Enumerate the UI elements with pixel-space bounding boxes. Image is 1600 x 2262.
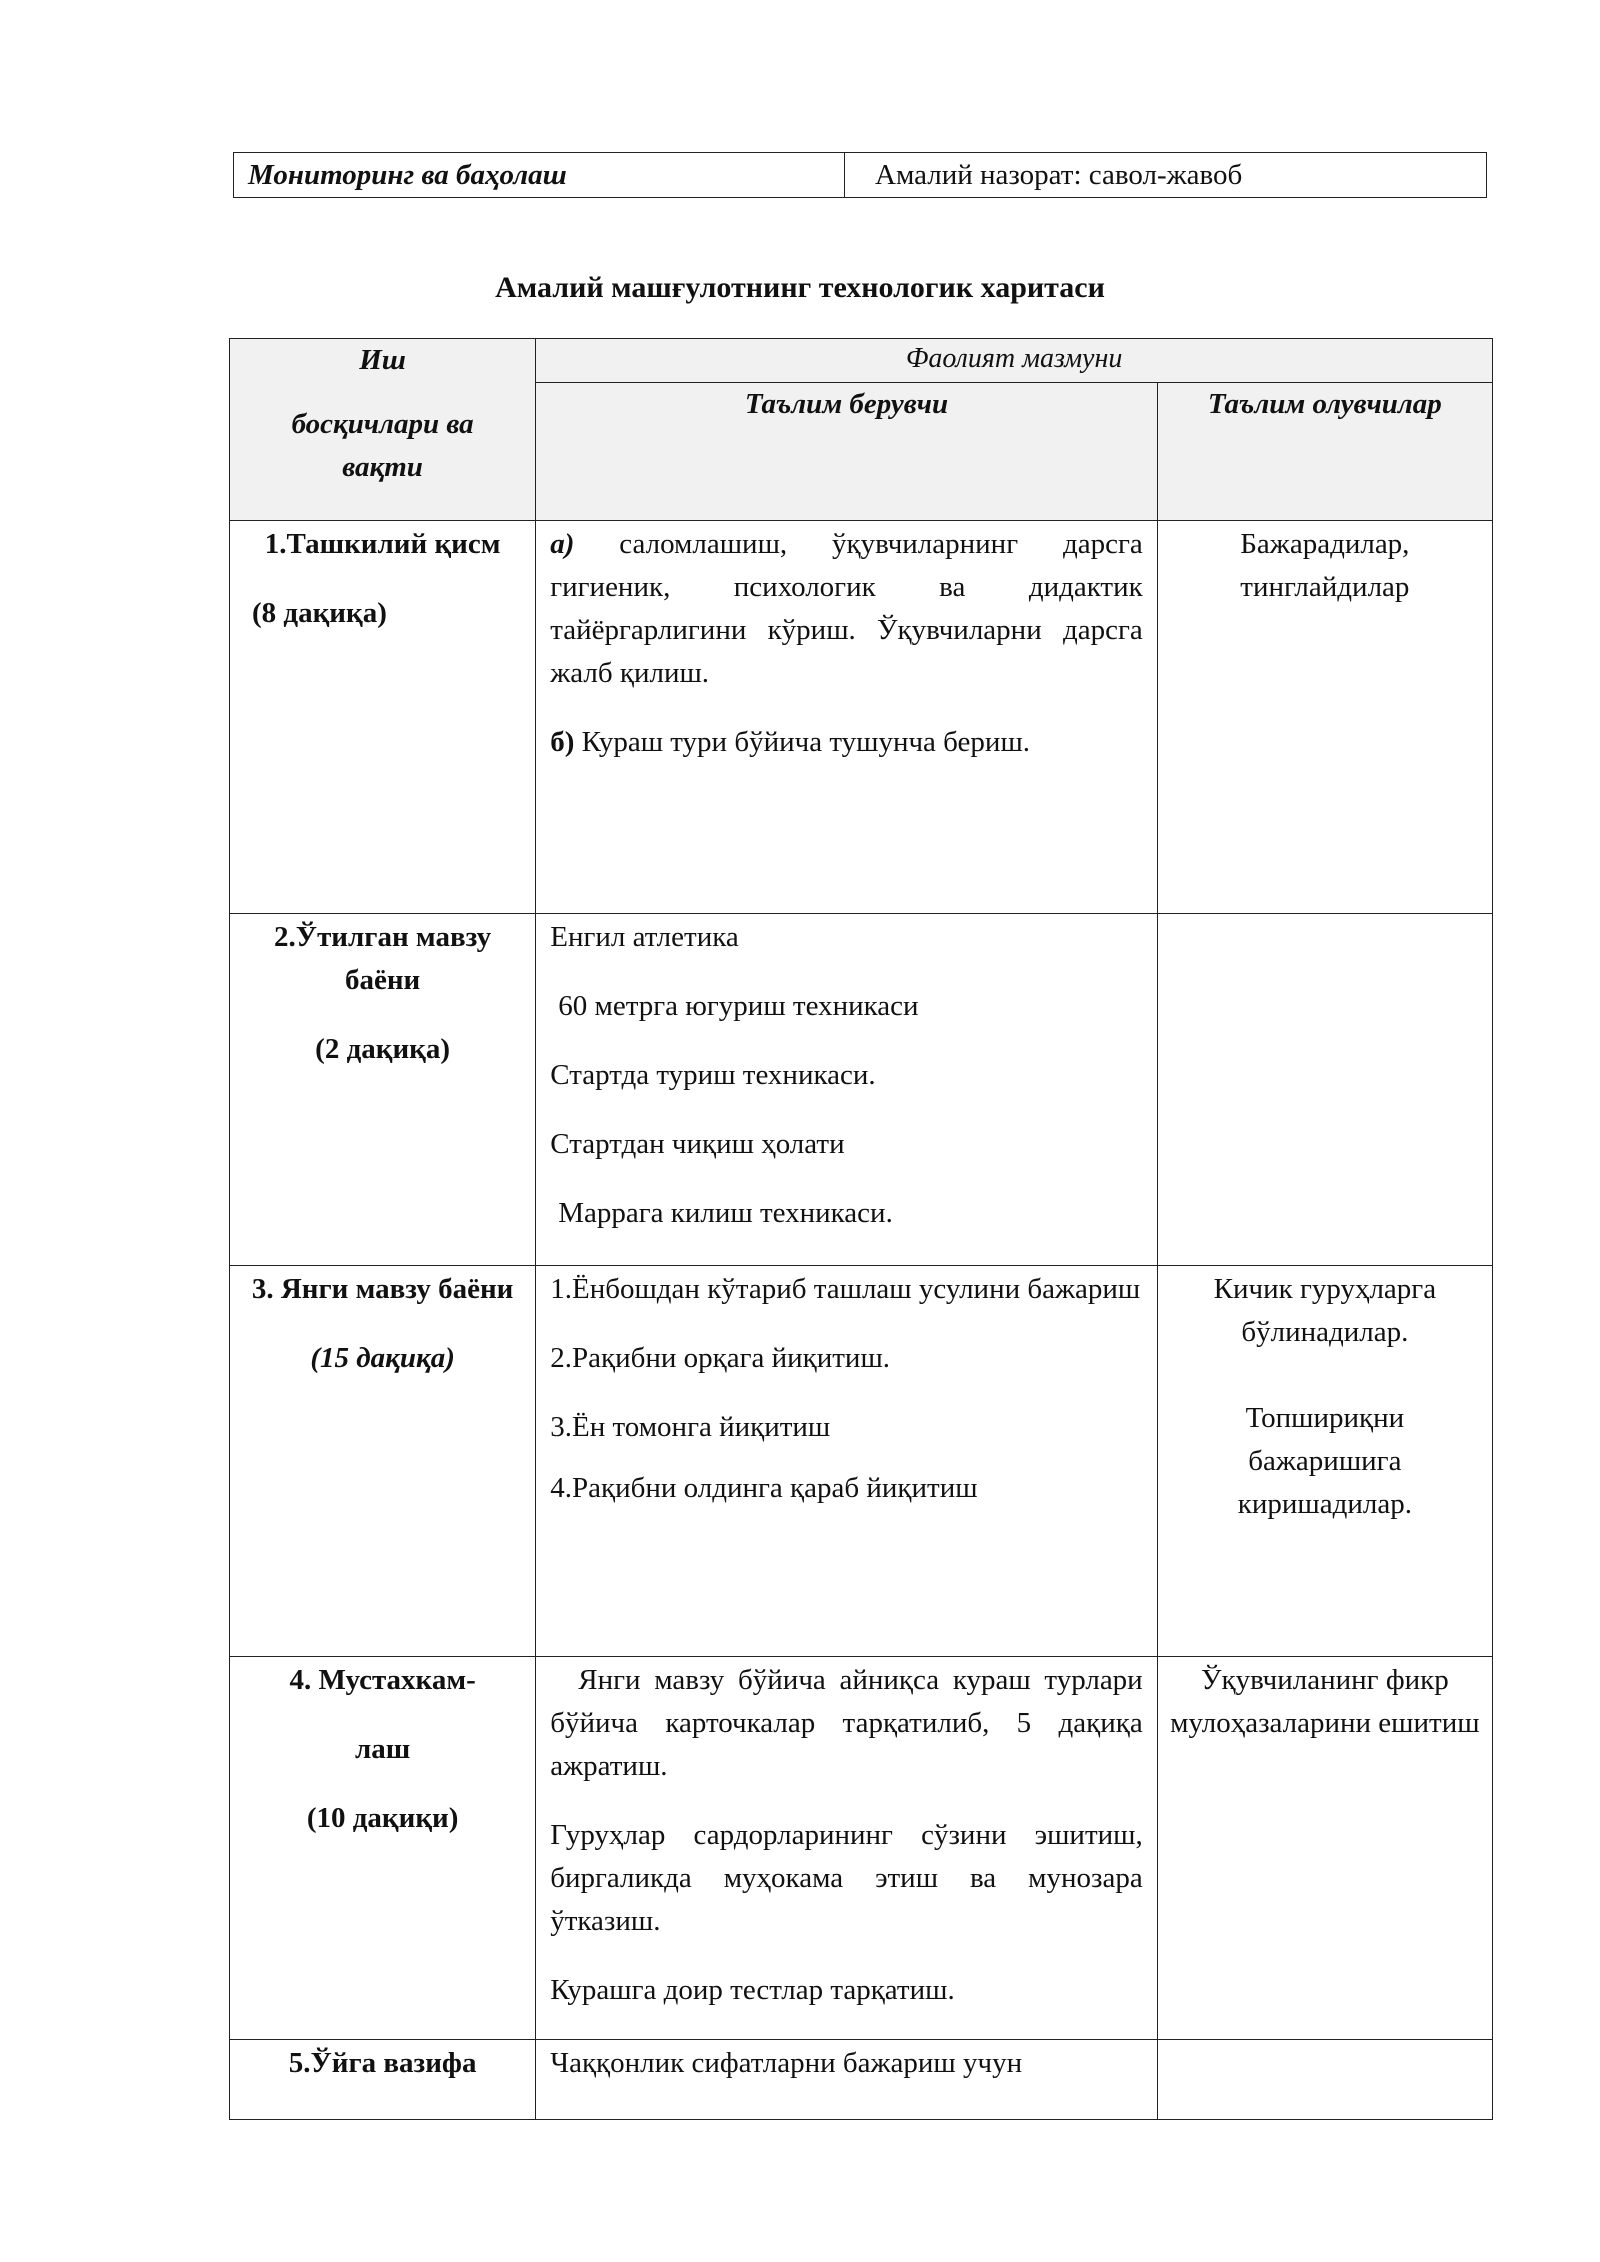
header-teacher: Таълим берувчи [536, 383, 1157, 521]
monitoring-value: Амалий назорат: савол-жавоб [845, 153, 1487, 198]
table-header-row [230, 339, 1493, 383]
table-row [230, 1657, 1493, 2040]
stage-cell: 5.Ўйга вазифа [230, 2040, 536, 2120]
students-content [1157, 914, 1492, 1266]
stage-cell: 1.Ташкилий қисм (8 дақиқа) [230, 521, 536, 914]
table-row [230, 1266, 1493, 1657]
teacher-content: а) саломлашиш, ўқувчиларнинг дарсга гигиеник, психологик ва дидактик тайёргарлигини кўриш. Ўқувчиларни дарсга жалб қилиш. б) Кураш тури бўйича тушунча бериш. [536, 521, 1157, 914]
header-students: Таълим олувчилар [1157, 383, 1492, 521]
monitoring-label: Мониторинг ва баҳолаш [234, 153, 845, 198]
table-row [230, 521, 1493, 914]
students-content: Кичик гуруҳларга бўлинадилар. Топшириқни бажаришига киришадилар. [1157, 1266, 1492, 1657]
monitoring-table [233, 152, 1487, 198]
teacher-content: 1.Ёнбошдан кўтариб ташлаш усулини бажариш 2.Рақибни орқага йиқитиш. 3.Ён томонга йиқитиш 4.Рақибни олдинга қараб йиқитиш [536, 1266, 1157, 1657]
stage-cell: 2.Ўтилган мавзу баёни (2 дақиқа) [230, 914, 536, 1266]
stage-cell: 3. Янги мавзу баёни (15 дақиқа) [230, 1266, 536, 1657]
header-activity: Фаолият мазмуни [536, 339, 1493, 383]
teacher-content: Янги мавзу бўйича айниқса кураш турлари бўйича карточкалар тарқатилиб, 5 дақиқа ажратиш. Гуруҳлар сардорларининг сўзини эшитиш, биргаликда муҳокама этиш ва мунозара ўтказиш. Курашга доир тестлар тарқатиш. [536, 1657, 1157, 2040]
header-stage: Иш босқичлари ва вақти [230, 339, 536, 521]
table-row [230, 2040, 1493, 2120]
students-content [1157, 2040, 1492, 2120]
table-row [230, 914, 1493, 1266]
page-title: Амалий машғулотнинг технологик харитаси [495, 271, 1105, 304]
students-content: Бажарадилар, тинглайдилар [1157, 521, 1492, 914]
teacher-content: Енгил атлетика 60 метрга югуриш техникаси Стартда туриш техникаси. Стартдан чиқиш ҳолати Маррага килиш техникаси. [536, 914, 1157, 1266]
students-content: Ўқувчиланинг фикр мулоҳазаларини ешитиш [1157, 1657, 1492, 2040]
teacher-content: Чаққонлик сифатларни бажариш учун [536, 2040, 1157, 2120]
stage-cell: 4. Мустахкам- лаш (10 дақиқи) [230, 1657, 536, 2040]
technology-map-table [229, 338, 1493, 2120]
